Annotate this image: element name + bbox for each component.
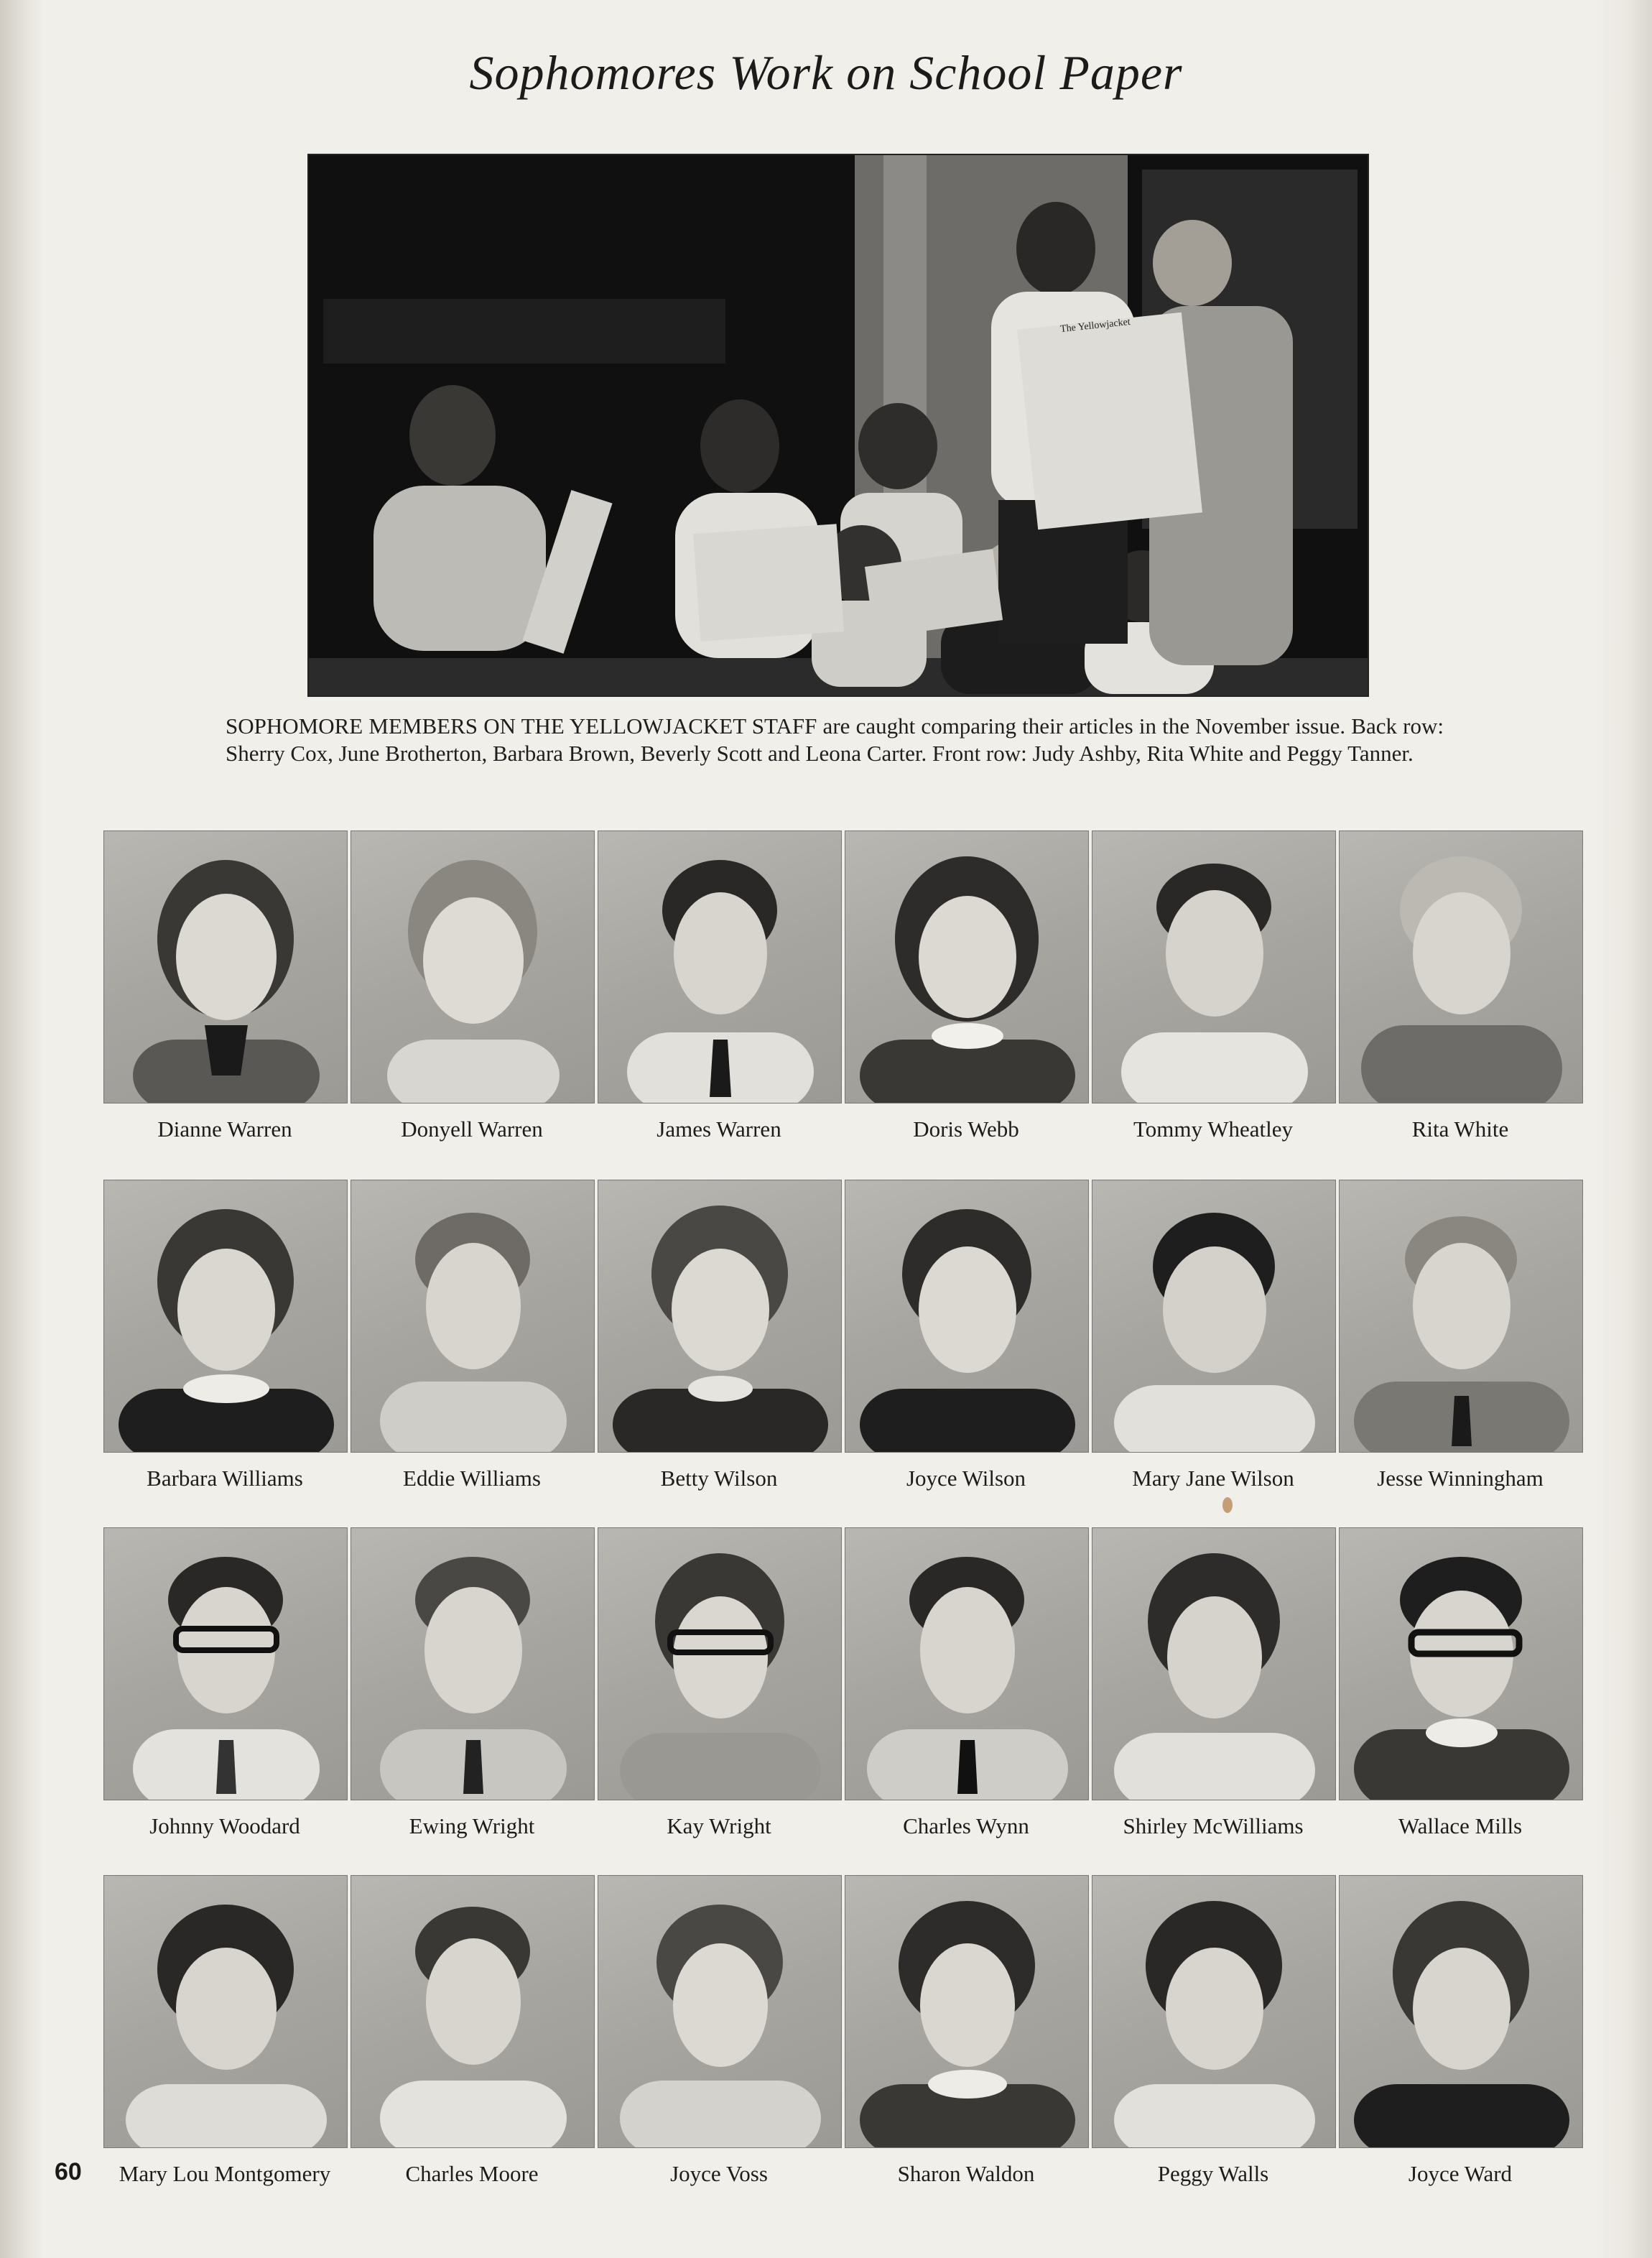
- student-portrait: [1339, 1180, 1583, 1496]
- student-name: Donyell Warren: [401, 1116, 543, 1142]
- page-number: 60: [55, 2158, 82, 2185]
- portrait-photo: [1339, 830, 1583, 1103]
- student-name: Shirley McWilliams: [1123, 1813, 1304, 1838]
- portrait-photo: [351, 830, 595, 1103]
- portrait-photo: [845, 1527, 1089, 1800]
- student-name: Tommy Wheatley: [1133, 1116, 1293, 1142]
- portrait-photo: [103, 830, 348, 1103]
- portrait-photo: [1092, 1180, 1336, 1453]
- student-portrait: [1339, 1875, 1583, 2191]
- student-name: Sharon Waldon: [897, 2161, 1035, 2186]
- portrait-photo: [1092, 830, 1336, 1103]
- student-portrait: [351, 1527, 595, 1843]
- portrait-photo: [103, 1527, 348, 1800]
- student-name: Jesse Winningham: [1377, 1466, 1544, 1491]
- student-portrait: [598, 830, 842, 1147]
- portrait-photo: [351, 1180, 595, 1453]
- portrait-photo: [598, 1180, 842, 1453]
- student-portrait: [598, 1527, 842, 1843]
- portrait-photo: [1092, 1527, 1336, 1800]
- student-name: Mary Jane Wilson: [1132, 1466, 1294, 1491]
- portrait-photo: [598, 830, 842, 1103]
- student-name: Mary Lou Montgomery: [119, 2161, 331, 2186]
- student-name: Wallace Mills: [1398, 1813, 1523, 1838]
- student-name: Eddie Williams: [403, 1466, 541, 1491]
- student-name: James Warren: [656, 1116, 781, 1142]
- student-portrait: [1092, 830, 1336, 1147]
- portrait-row: [103, 1180, 1583, 1496]
- portrait-row: [103, 1527, 1583, 1843]
- student-name: Charles Wynn: [903, 1813, 1029, 1838]
- student-portrait: [351, 1875, 595, 2191]
- portrait-photo: [351, 1527, 595, 1800]
- caption-text: are caught comparing their articles in the November issue. Back row: Sherry Cox, June Brotherton, Barbara Brown, Beverly Scott and Leona Carter. Front row: Judy Ashby, Rita White and Peggy Tanner.: [226, 713, 1444, 766]
- student-portrait: [103, 1875, 348, 2191]
- student-portrait: [1339, 830, 1583, 1147]
- student-portrait: [845, 830, 1089, 1147]
- student-name: Charles Moore: [405, 2161, 539, 2186]
- student-name: Dianne Warren: [157, 1116, 292, 1142]
- student-portrait: [103, 830, 348, 1147]
- student-name: Joyce Voss: [670, 2161, 768, 2186]
- photo-caption: [226, 713, 1444, 767]
- student-name: Ewing Wright: [409, 1813, 535, 1838]
- student-portrait: [845, 1875, 1089, 2191]
- portrait-photo: [1339, 1527, 1583, 1800]
- portrait-photo: [845, 830, 1089, 1103]
- student-name: Rita White: [1411, 1116, 1509, 1142]
- student-name: Doris Webb: [913, 1116, 1019, 1142]
- student-portrait: [598, 1180, 842, 1496]
- student-portrait: [1092, 1527, 1336, 1843]
- staff-group-photo: [307, 154, 1369, 697]
- caption-lead: SOPHOMORE MEMBERS ON THE YELLOWJACKET STAFF: [226, 713, 817, 739]
- student-portrait: [103, 1527, 348, 1843]
- portrait-photo: [598, 1875, 842, 2148]
- portrait-photo: [1092, 1875, 1336, 2148]
- newspaper-masthead: The Yellowjacket: [1059, 316, 1131, 336]
- student-portrait: [351, 1180, 595, 1496]
- page-title: Sophomores Work on School Paper: [469, 45, 1183, 100]
- portrait-row: [103, 830, 1583, 1147]
- student-portrait: [1092, 1180, 1336, 1496]
- student-portrait: [845, 1527, 1089, 1843]
- portrait-photo: [103, 1875, 348, 2148]
- portrait-photo: [845, 1875, 1089, 2148]
- student-name: Kay Wright: [667, 1813, 771, 1838]
- page-stain: [1222, 1497, 1233, 1513]
- page-gutter-shadow: [0, 0, 43, 2258]
- portrait-photo: [1339, 1180, 1583, 1453]
- student-name: Betty Wilson: [660, 1466, 778, 1491]
- student-name: Peggy Walls: [1157, 2161, 1269, 2186]
- portrait-photo: [351, 1875, 595, 2148]
- student-portrait: [845, 1180, 1089, 1496]
- student-name: Joyce Ward: [1408, 2161, 1513, 2186]
- student-portrait: [1339, 1527, 1583, 1843]
- portrait-photo: [598, 1527, 842, 1800]
- portrait-photo: [103, 1180, 348, 1453]
- portrait-photo: [845, 1180, 1089, 1453]
- student-name: Joyce Wilson: [906, 1466, 1026, 1491]
- portrait-photo: [1339, 1875, 1583, 2148]
- portrait-row: [103, 1875, 1583, 2191]
- student-portrait: [1092, 1875, 1336, 2191]
- page-edge: [1595, 0, 1652, 2258]
- student-name: Johnny Woodard: [149, 1813, 300, 1838]
- student-portrait: [351, 830, 595, 1147]
- student-portrait: [598, 1875, 842, 2191]
- student-name: Barbara Williams: [147, 1466, 303, 1491]
- student-portrait: [103, 1180, 348, 1496]
